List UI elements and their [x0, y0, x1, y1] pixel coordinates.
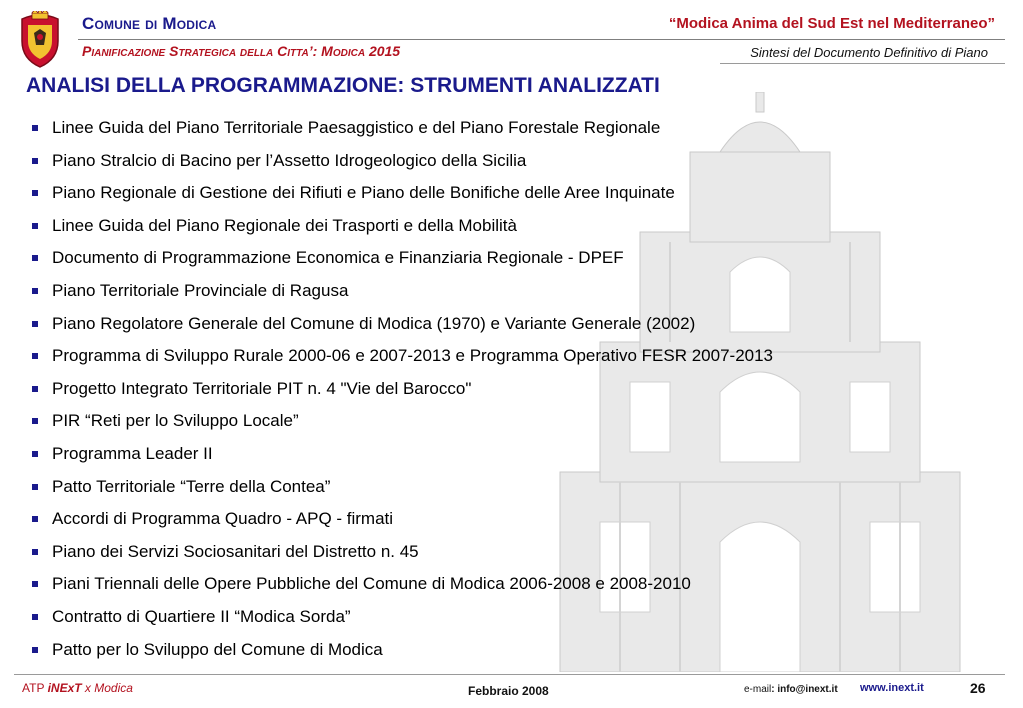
list-item-text: Piano Territoriale Provinciale di Ragusa [52, 280, 349, 300]
bullet-icon [32, 484, 38, 490]
list-item-text: Piano Regionale di Gestione dei Rifiuti e Piano delle Bonifiche delle Aree Inquinate [52, 183, 675, 203]
instruments-list [30, 115, 773, 669]
bullet-icon [32, 288, 38, 294]
list-item-text: Linee Guida del Piano Territoriale Paesaggistico e del Piano Forestale Regionale [52, 118, 661, 137]
list-item-text: Contratto di Quartiere II “Modica Sorda” [52, 606, 351, 626]
list-item-text: Piano Stralcio di Bacino per l’Assetto Idrogeologico della Sicilia [52, 150, 527, 170]
bullet-icon [32, 223, 38, 229]
footer-date: Febbraio 2008 [468, 684, 549, 698]
list-item [30, 408, 773, 441]
project-subtitle: Pianificazione Strategica della Citta’: Modica 2015 [82, 43, 401, 59]
footer-credit [22, 681, 133, 695]
list-item [30, 213, 773, 246]
list-item [30, 180, 773, 213]
list-item [30, 539, 773, 572]
page-title: ANALISI DELLA PROGRAMMAZIONE: STRUMENTI ANALIZZATI [26, 74, 660, 97]
bullet-icon [32, 125, 38, 131]
bullet-icon [32, 581, 38, 587]
list-item-text: Accordi di Programma Quadro - APQ - firmati [52, 509, 394, 529]
footer-credit-suffix: x Modica [81, 681, 133, 695]
list-item-text: Programma di Sviluppo Rurale 2000-06 e 2007-2013 e Programma Operativo FESR 2007-2013 [52, 346, 774, 366]
bullet-icon [32, 418, 38, 424]
list-item [30, 278, 773, 311]
footer-email-label: e-mail [744, 684, 772, 695]
footer-divider [14, 674, 1005, 675]
bullet-icon [32, 158, 38, 164]
list-item [30, 245, 773, 278]
list-item-text: Piano Regolatore Generale del Comune di Modica (1970) e Variante Generale (2002) [52, 313, 696, 333]
footer-website-link[interactable]: www.inext.it [860, 682, 924, 694]
list-item-text: Documento di Programmazione Economica e Finanziaria Regionale - DPEF [52, 248, 624, 268]
list-item-text: Patto per lo Sviluppo del Comune di Modica [52, 639, 383, 659]
footer-credit-prefix: ATP [22, 681, 48, 695]
list-item-text: Patto Territoriale “Terre della Contea” [52, 476, 331, 496]
list-item-text: Progetto Integrato Territoriale PIT n. 4 "Vie del Barocco" [52, 378, 472, 398]
list-item-text: Programma Leader II [52, 443, 213, 463]
list-item-text: Piani Triennali delle Opere Pubbliche del Comune di Modica 2006-2008 e 2008-2010 [52, 574, 691, 594]
motto: “Modica Anima del Sud Est nel Mediterraneo” [668, 15, 995, 32]
list-item-text: Linee Guida del Piano Regionale dei Trasporti e della Mobilità [52, 215, 517, 235]
document-subtitle: Sintesi del Documento Definitivo di Piano [750, 45, 988, 60]
list-item [30, 474, 773, 507]
header-divider [78, 39, 1005, 40]
list-item [30, 115, 773, 148]
list-item [30, 441, 773, 474]
list-item [30, 343, 773, 376]
list-item-text: Piano dei Servizi Sociosanitari del Distretto n. 45 [52, 541, 419, 561]
list-item [30, 311, 773, 344]
footer-brand: iNExT [47, 681, 82, 695]
bullet-icon [32, 451, 38, 457]
bullet-icon [32, 549, 38, 555]
list-item [30, 506, 773, 539]
list-item-text: PIR “Reti per lo Sviluppo Locale” [52, 411, 299, 431]
bullet-icon [32, 516, 38, 522]
bullet-icon [32, 190, 38, 196]
bullet-icon [32, 321, 38, 327]
subtitle-divider [720, 63, 1005, 64]
list-item [30, 604, 773, 637]
list-item [30, 637, 773, 670]
list-item [30, 376, 773, 409]
org-name: Comune di Modica [82, 14, 217, 33]
footer-email-value[interactable]: : info@inext.it [771, 684, 838, 695]
page-number: 26 [970, 680, 986, 696]
list-item [30, 571, 773, 604]
bullet-icon [32, 647, 38, 653]
bullet-icon [32, 353, 38, 359]
list-item [30, 148, 773, 181]
bullet-icon [32, 614, 38, 620]
bullet-icon [32, 255, 38, 261]
municipal-crest-icon [14, 11, 66, 69]
footer-email [744, 684, 838, 695]
bullet-icon [32, 386, 38, 392]
